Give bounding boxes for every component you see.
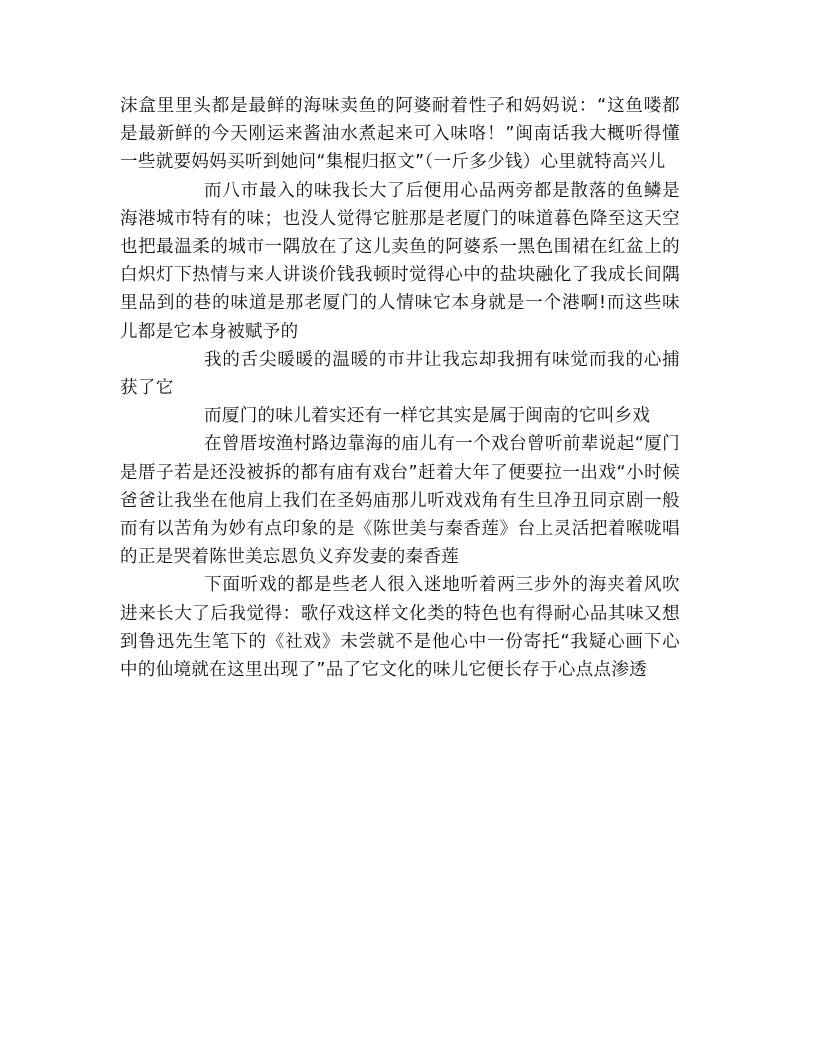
paragraph-zengcuoan-stage: 在曾厝垵渔村路边靠海的庙儿有一个戏台曾听前辈说起“厦门是厝子若是还没被拆的都有庙有戏台”赶着大年了便要拉一出戏“小时候爸爸让我坐在他肩上我们在圣妈庙那儿听戏戏角有生旦净丑同京剧一般而有以苦角为妙有点印象的是《陈世美与秦香莲》台上灵活把着喉咙唱的正是哭着陈世美忘恩负义弃发妻的秦香莲 — [120, 434, 680, 568]
paragraph-fish-market: 沫盒里里头都是最鲜的海味卖鱼的阿婆耐着性子和妈妈说：“这鱼喽都是最新鲜的今天刚运来酱油水煮起来可入味咯！”闽南话我大概听得懂一些就要妈妈买听到她问“集棍归抠文”（一斤多少钱）心里就特高兴儿 — [120, 96, 680, 173]
document-page — [120, 92, 680, 684]
paragraph-tongue-warmth: 我的舌尖暖暖的温暖的市井让我忘却我拥有味觉而我的心捕获了它 — [120, 349, 680, 399]
paragraph-village-opera-intro: 而厦门的味儿着实还有一样它其实是属于闽南的它叫乡戏 — [204, 406, 651, 427]
paragraph-bashi-flavor: 而八市最入的味我长大了后便用心品两旁都是散落的鱼鳞是海港城市特有的味；也没人觉得它脏那是老厦门的味道暮色降至这天空也把最温柔的城市一隅放在了这儿卖鱼的阿婆系一黑色围裙在红盆上的白炽灯下热情与来人讲谈价钱我顿时觉得心中的盐块融化了我成长间隅里品到的巷的味道是那老厦门的人情味它本身就是一个港啊!而这些味儿都是它本身被赋予的 — [120, 180, 680, 342]
paragraph-audience-reflection: 下面听戏的都是些老人很入迷地听着两三步外的海夹着风吹进来长大了后我觉得：歌仔戏这样文化类的特色也有得耐心品其味又想到鲁迅先生笔下的《社戏》未尝就不是他心中一份寄托“我疑心画下心中的仙境就在这里出现了”品了它文化的味儿它便长存于心点点渗透 — [120, 575, 680, 681]
